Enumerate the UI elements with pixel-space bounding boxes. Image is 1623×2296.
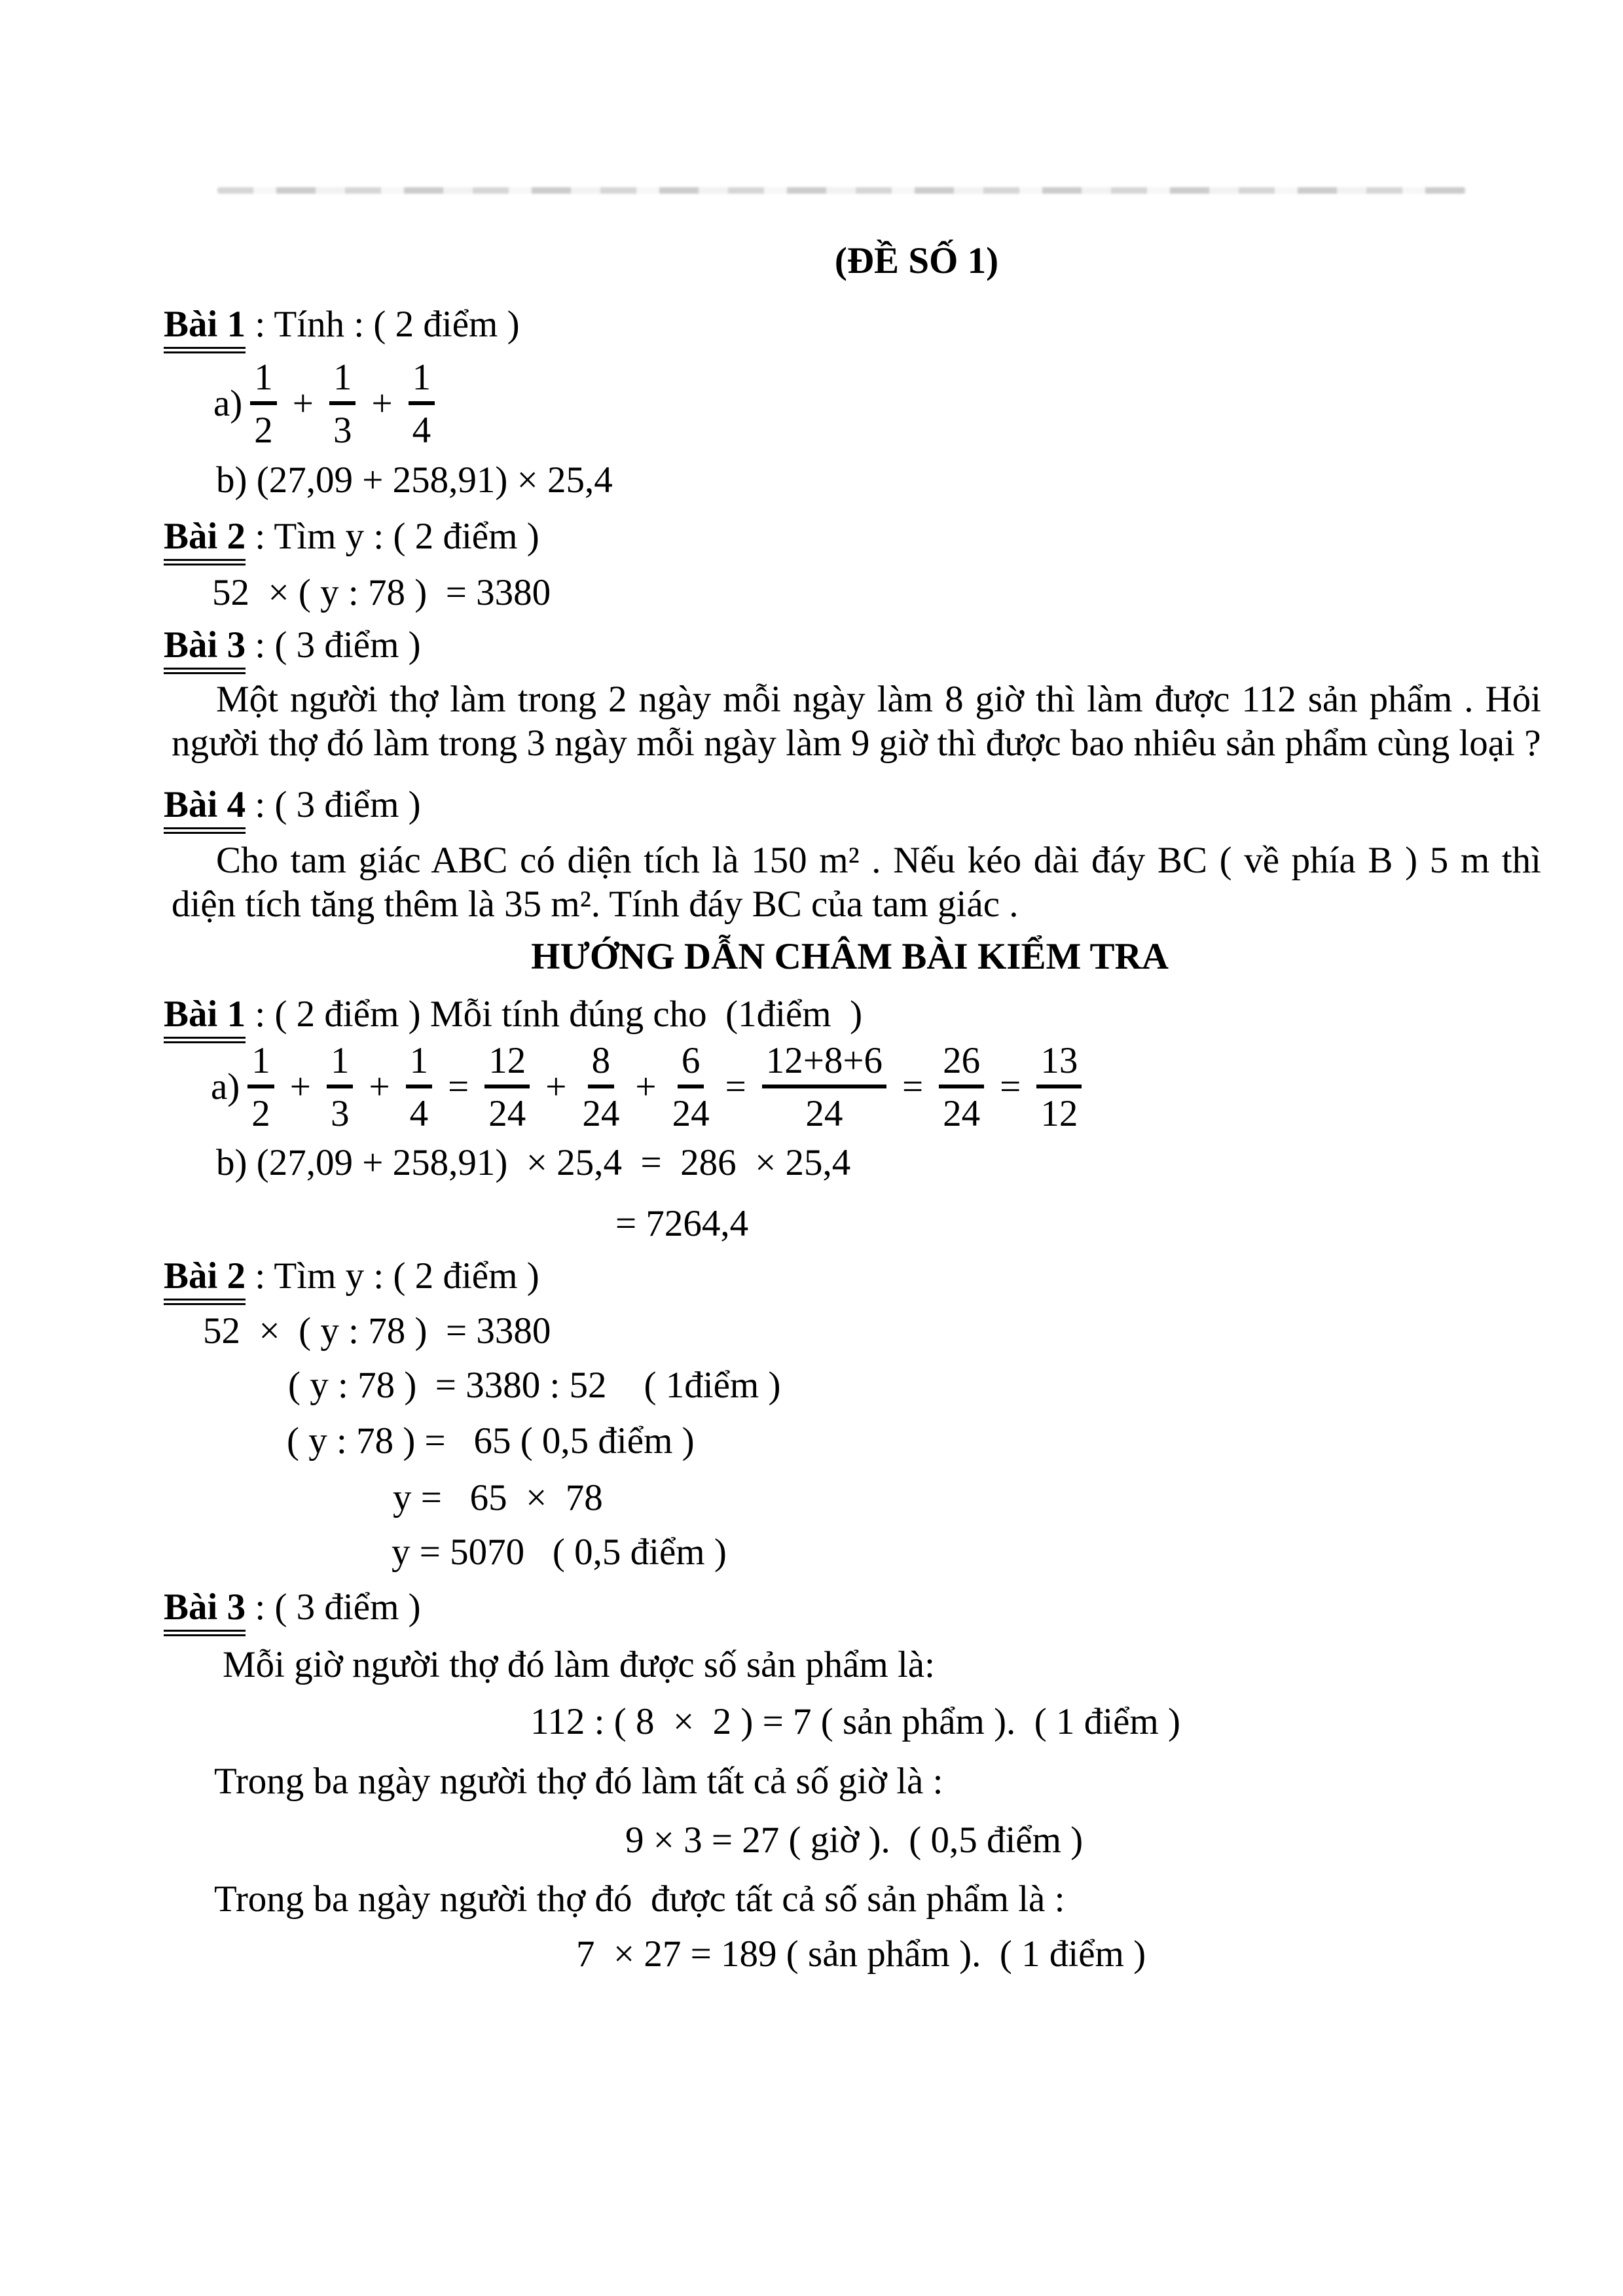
guide-bai3-title: : ( 3 điểm ): [246, 1587, 421, 1628]
fraction-numerator: 1: [406, 1042, 433, 1088]
fraction-denominator: 2: [254, 410, 273, 451]
fraction-denominator: 24: [943, 1093, 981, 1134]
fraction-numerator: 26: [939, 1042, 984, 1088]
guide-bai1-title: : ( 2 điểm ) Mỗi tính đúng cho (1điểm ): [246, 994, 863, 1035]
guide-bai2-step-5: y = 5070 ( 0,5 điểm ): [392, 1532, 727, 1573]
guide-bai2-heading: [164, 1254, 539, 1298]
fraction: [247, 1042, 274, 1132]
exam-bai1-heading: [164, 302, 520, 346]
fraction: [484, 1042, 530, 1132]
fraction-numerator: 1: [409, 359, 435, 405]
fraction-numerator: 1: [250, 359, 277, 405]
fraction-denominator: 24: [582, 1093, 620, 1134]
guide-bai2-step-4: y = 65 × 78: [393, 1477, 603, 1518]
fraction-denominator: 2: [251, 1093, 270, 1134]
fraction-numerator: 8: [588, 1042, 615, 1088]
operator: +: [635, 1066, 657, 1108]
fraction-numerator: 6: [678, 1042, 704, 1088]
operator: +: [371, 383, 393, 425]
fraction-denominator: 12: [1040, 1093, 1078, 1134]
fraction-denominator: 24: [672, 1093, 710, 1134]
exam-bai3-title: : ( 3 điểm ): [246, 624, 421, 666]
item-label: a): [211, 1066, 240, 1108]
guide-bai1-part-b-result: = 7264,4: [615, 1203, 749, 1244]
operator: =: [725, 1066, 746, 1108]
exam-bai4-heading: [164, 783, 421, 827]
fraction-denominator: 4: [412, 410, 431, 451]
fraction-denominator: 24: [488, 1093, 526, 1134]
scan-artifact-line: [217, 187, 1467, 194]
exam-bai2-label: Bài 2: [164, 516, 246, 565]
exam-bai3-label: Bài 3: [164, 624, 246, 674]
exam-bai4-problem-text: Cho tam giác ABC có diện tích là 150 m² . Nếu kéo dài đáy BC ( về phía B ) 5 m thì diện tích tăng thêm là 35 m². Tính đáy BC của tam giác .: [172, 840, 1541, 925]
fraction-denominator: 3: [330, 1093, 350, 1134]
fraction: [1036, 1042, 1082, 1132]
guide-heading: HƯỚNG DẪN CHÂM BÀI KIỂM TRA: [531, 936, 1169, 977]
exam-bai2-heading: [164, 514, 539, 558]
fraction-numerator: 12: [484, 1042, 530, 1088]
fraction: [406, 1042, 433, 1132]
guide-bai3-step-1-text: Mỗi giờ người thợ đó làm được số sản phẩm là:: [223, 1644, 935, 1685]
fraction: [672, 1042, 710, 1132]
fraction-numerator: 12+8+6: [762, 1042, 886, 1088]
guide-bai2-step-1: 52 × ( y : 78 ) = 3380: [203, 1310, 551, 1352]
guide-bai1-part-b-solution: b) (27,09 + 258,91) × 25,4 = 286 × 25,4: [216, 1142, 851, 1183]
guide-bai2-step-2: ( y : 78 ) = 3380 : 52 ( 1điểm ): [288, 1365, 781, 1406]
operator: =: [1000, 1066, 1021, 1108]
guide-bai3-step-2-text: Trong ba ngày người thợ đó làm tất cả số giờ là :: [214, 1761, 943, 1802]
guide-bai3-heading: [164, 1585, 421, 1629]
exam-bai4-label: Bài 4: [164, 784, 246, 834]
exam-title: (ĐỀ SỐ 1): [834, 240, 999, 281]
guide-bai3-step-1-equation: 112 : ( 8 × 2 ) = 7 ( sản phẩm ). ( 1 điểm ): [530, 1701, 1180, 1742]
fraction: [762, 1042, 886, 1132]
exam-bai2-equation: 52 × ( y : 78 ) = 3380: [212, 572, 551, 613]
fraction-numerator: 1: [247, 1042, 274, 1088]
fraction-denominator: 4: [409, 1093, 429, 1134]
operator: +: [369, 1066, 390, 1108]
operator: +: [292, 383, 314, 425]
guide-bai1-part-a-solution: [211, 1042, 1088, 1132]
operator: =: [902, 1066, 924, 1108]
operator: +: [545, 1066, 567, 1108]
fraction: [327, 1042, 354, 1132]
guide-bai2-label: Bài 2: [164, 1255, 246, 1305]
fraction: [582, 1042, 619, 1132]
fraction: [409, 359, 435, 449]
fraction-numerator: 13: [1036, 1042, 1082, 1088]
item-label: a): [213, 383, 243, 425]
fraction-denominator: 24: [805, 1093, 843, 1134]
operator: =: [448, 1066, 469, 1108]
guide-bai3-step-2-equation: 9 × 3 = 27 ( giờ ). ( 0,5 điểm ): [625, 1820, 1084, 1861]
exam-bai1-part-b-equation: b) (27,09 + 258,91) × 25,4: [216, 459, 613, 501]
guide-bai3-step-3-text: Trong ba ngày người thợ đó được tất cả số sản phẩm là :: [214, 1878, 1065, 1920]
exam-bai2-title: : Tìm y : ( 2 điểm ): [246, 516, 539, 557]
fraction-denominator: 3: [333, 410, 352, 451]
fraction: [329, 359, 356, 449]
guide-bai2-step-3: ( y : 78 ) = 65 ( 0,5 điểm ): [287, 1420, 695, 1462]
exam-bai1-label: Bài 1: [164, 304, 246, 353]
fraction: [250, 359, 277, 449]
exam-bai3-heading: [164, 623, 421, 667]
guide-bai1-label: Bài 1: [164, 994, 246, 1043]
operator: +: [289, 1066, 311, 1108]
exam-bai4-title: : ( 3 điểm ): [246, 784, 421, 825]
guide-bai2-title: : Tìm y : ( 2 điểm ): [246, 1255, 539, 1297]
fraction-numerator: 1: [327, 1042, 354, 1088]
exam-bai1-part-a-equation: [213, 359, 441, 449]
fraction: [939, 1042, 984, 1132]
guide-bai3-step-3-equation: 7 × 27 = 189 ( sản phẩm ). ( 1 điểm ): [576, 1933, 1146, 1975]
fraction-numerator: 1: [329, 359, 356, 405]
guide-bai3-label: Bài 3: [164, 1587, 246, 1636]
exam-bai3-problem-text: Một người thợ làm trong 2 ngày mỗi ngày làm 8 giờ thì làm được 112 sản phẩm . Hỏi người thợ đó làm trong 3 ngày mỗi ngày làm 9 giờ thì được bao nhiêu sản phẩm cùng loại ?: [172, 679, 1541, 764]
exam-bai1-title: : Tính : ( 2 điểm ): [246, 304, 520, 345]
guide-bai1-heading: [164, 992, 862, 1036]
